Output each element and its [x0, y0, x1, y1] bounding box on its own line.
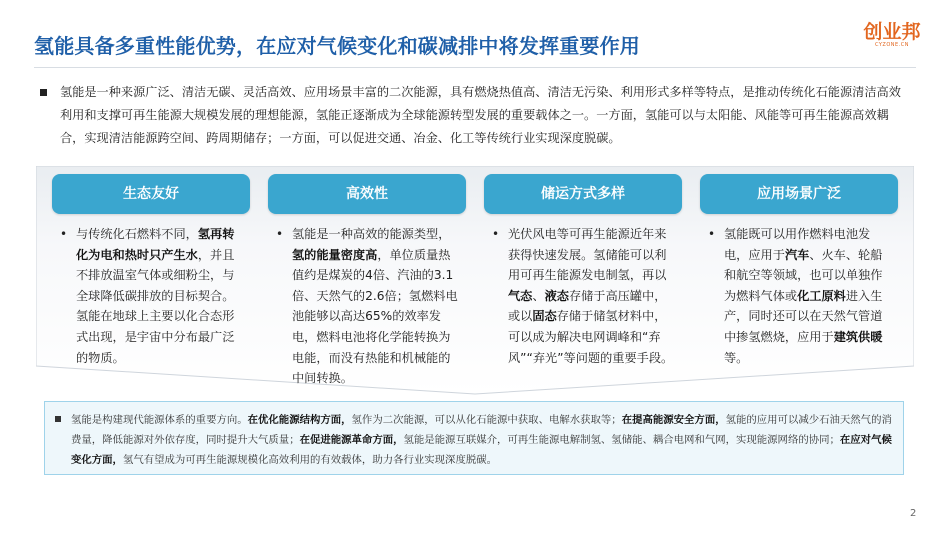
body-text: 等。	[724, 350, 749, 365]
intro-paragraph	[40, 81, 912, 150]
body-text: 氢作为二次能源，可以从化石能源中获取、电解水获取等；	[351, 414, 622, 426]
feature-body-application	[700, 224, 898, 368]
body-text: 存储于高压罐中，或以	[508, 288, 667, 324]
feature-header-efficiency: 高效性	[268, 174, 466, 214]
feature-body-efficiency	[268, 224, 466, 389]
body-text: 光伏风电等可再生能源近年来获得快速发展。氢储能可以利用可再生能源发电制氢，再以	[508, 227, 667, 283]
feature-header-application: 应用场景广泛	[700, 174, 898, 214]
emphasis-text: 固态	[532, 309, 557, 324]
body-text: ，单位质量热值约是煤炭的4倍、汽油的3.1倍、天然气的2.6倍；氢燃料电池能够以高达65%的效率发电，燃料电池将化学能转换为电能，而没有热能和机械能的中间转换。	[292, 247, 458, 386]
body-text: 氢能既可以用作燃料电池发电，应用于	[724, 227, 871, 262]
feature-body-storage	[484, 224, 682, 368]
bullet-dot-icon: •	[276, 227, 284, 241]
feature-text-eco	[76, 227, 234, 365]
emphasis-text: 汽车	[784, 247, 810, 262]
emphasis-text: 液态	[544, 288, 569, 303]
bullet-dot-icon: •	[708, 227, 716, 241]
emphasis-text: 建筑供暖	[833, 329, 883, 344]
body-text: 氢能是能源互联媒介，可再生能源电解制氢、氢储能、耦合电网和气网，实现能源网络的协同；	[403, 434, 840, 446]
feature-body-eco	[52, 224, 250, 368]
emphasis-text: 在促进能源革命方面，	[299, 434, 404, 446]
emphasis-text: 在提高能源安全方面，	[621, 414, 726, 426]
body-text: 氢能是一种高效的能源类型，	[292, 227, 451, 241]
emphasis-text: 化工原料	[797, 288, 846, 303]
body-text: 进入生产，同时还可以在天然气管道中掺氢燃烧，应用于	[724, 288, 883, 344]
body-text: 、	[532, 288, 545, 303]
intro-text: 氢能是一种来源广泛、清洁无碳、灵活高效、应用场景丰富的二次能源，具有燃烧热值高、清洁无污染、利用形式多样等特点，是推动传统化石能源清洁高效利用和支撑可再生能源大规模发展的理想能源，氢能正逐渐成为全球能源转型发展的重要载体之一。一方面，氢能可以与太阳能、风能等可再生能源高效耦合，实现清洁能源跨空间、跨周期储存；一方面，可以促进交通、冶金、化工等传统行业实现深度脱碳。	[60, 85, 901, 145]
bullet-dot-icon: •	[60, 227, 68, 241]
emphasis-text: 在应对气候变化方面，	[71, 434, 892, 466]
logo-text: 创业邦	[863, 21, 921, 43]
page-number: 2	[910, 508, 917, 519]
emphasis-text: 氢再转化为电和热时只产生水	[76, 227, 235, 262]
square-bullet-icon	[40, 89, 47, 96]
feature-text-efficiency	[292, 227, 458, 385]
body-text: 与传统化石燃料不同，	[76, 227, 198, 241]
feature-header-storage: 储运方式多样	[484, 174, 682, 214]
summary-text	[71, 414, 892, 466]
body-text: 存储于储氢材料中，可以成为解决电网调峰和“弃风”“弃光”等问题的重要手段。	[508, 309, 674, 365]
body-text: 氢能的应用可以减少石油天然气的消费量，降低能源对外依存度，同时提升大气质量；	[71, 414, 892, 446]
brand-logo	[862, 22, 922, 54]
slide-title: 氢能具备多重性能优势，在应对气候变化和碳减排中将发挥重要作用	[34, 34, 640, 58]
feature-column-storage	[484, 174, 682, 368]
body-text: ，并且不排放温室气体或细粉尘，与全球降低碳排放的目标契合。氢能在地球上主要以化合态形式出现，是宇宙中分布最广泛的物质。	[76, 247, 235, 365]
body-text: 氢能是构建现代能源体系的重要方向。	[71, 414, 248, 426]
feature-text-application	[724, 227, 882, 365]
emphasis-text: 在优化能源结构方面，	[247, 414, 352, 426]
logo-subtext: CYZONE.CN	[874, 42, 910, 48]
square-bullet-icon	[55, 416, 61, 422]
summary-box	[44, 401, 904, 475]
body-text: 、火车、轮船和航空等领域，也可以单独作为燃料气体或	[724, 247, 883, 303]
feature-text-storage	[508, 227, 673, 365]
feature-column-eco	[52, 174, 250, 368]
emphasis-text: 氢的能量密度高	[292, 247, 378, 262]
feature-header-eco: 生态友好	[52, 174, 250, 214]
body-text: 氢气有望成为可再生能源规模化高效利用的有效载体，助力各行业实现深度脱碳。	[122, 454, 498, 466]
bullet-dot-icon: •	[492, 227, 500, 241]
title-divider	[34, 67, 916, 68]
feature-column-efficiency	[268, 174, 466, 389]
emphasis-text: 气态	[508, 288, 533, 303]
feature-column-application	[700, 174, 898, 368]
